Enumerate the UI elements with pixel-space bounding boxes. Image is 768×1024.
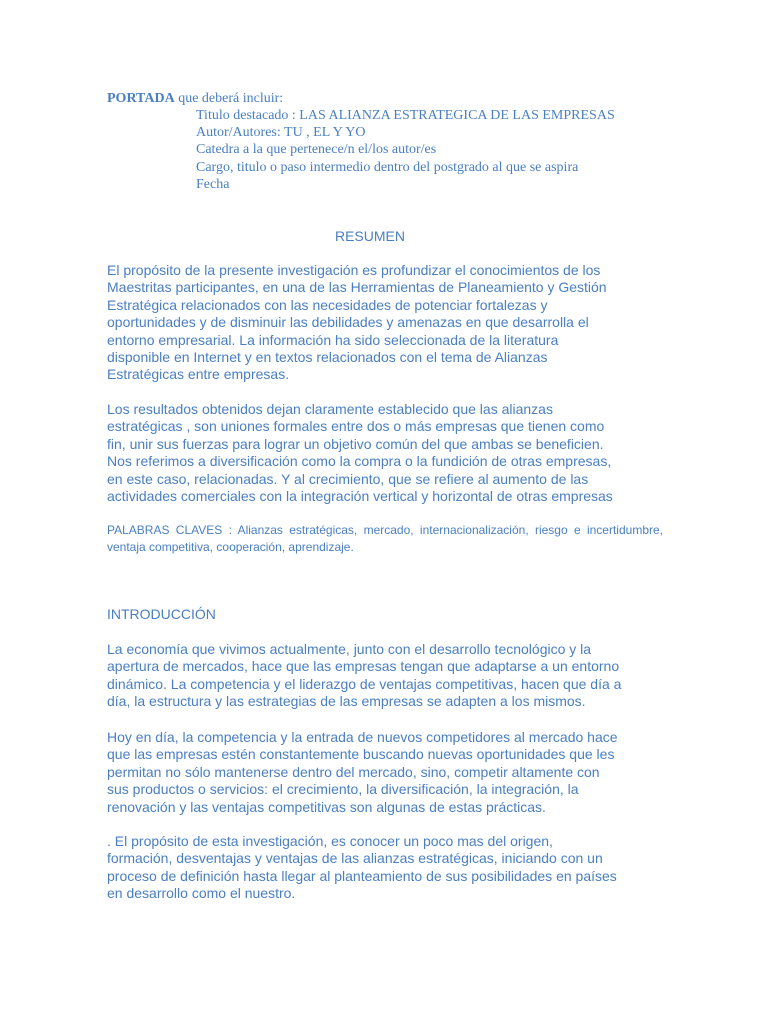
portada-item-autores: Autor/Autores: TU , EL Y YO — [196, 125, 366, 141]
text-line: en desarrollo como el nuestro. — [107, 885, 296, 902]
portada-item-catedra: Catedra a la que pertenece/n el/los autor/es — [196, 142, 437, 158]
text-line: permitan no sólo mantenerse dentro del mercado, sino, competir altamente con — [107, 763, 600, 780]
introduccion-paragraph-2 — [107, 729, 667, 816]
portada-items-list — [196, 107, 615, 193]
text-line: formación, desventajas y ventajas de las alianzas estratégicas, iniciando con un — [107, 850, 603, 867]
text-line: renovación y las ventajas competitivas son algunas de estas prácticas. — [107, 798, 546, 815]
text-line: dinámico. La competencia y el liderazgo de ventajas competitivas, hacen que día a — [107, 675, 622, 692]
text-line: . El propósito de esta investigación, es conocer un poco mas del origen, — [107, 833, 553, 849]
text-line: El propósito de la presente investigación es profundizar el conocimientos de los — [107, 262, 601, 278]
text-line: día, la estructura y las estrategias de las empresas se adapten a los mismos. — [107, 693, 586, 710]
portada-lead: que deberá incluir: — [174, 91, 284, 106]
text-line: proceso de definición hasta llegar al planteamiento de sus posibilidades en países — [107, 867, 617, 884]
resumen-title: RESUMEN — [334, 228, 405, 244]
text-line: Estratégicas entre empresas. — [107, 366, 290, 383]
portada-heading — [107, 90, 283, 107]
resumen-paragraph-2 — [107, 401, 667, 505]
text-line: disponible en Internet y en textos relacionados con el tema de Alianzas — [107, 349, 548, 366]
text-line: La economía que vivimos actualmente, junto con el desarrollo tecnológico y la — [107, 641, 592, 657]
text-line: estratégicas , son uniones formales entre dos o más empresas que tienen como — [107, 418, 605, 435]
introduccion-paragraph-1 — [107, 641, 667, 711]
text-line: Los resultados obtenidos dejan claramente establecido que las alianzas — [107, 401, 553, 417]
portada-label: PORTADA — [107, 91, 175, 106]
text-line: Maestritas participantes, en una de las Herramientas de Planeamiento y Gestión — [107, 279, 607, 296]
text-line: Nos referimos a diversificación como la compra o la fundición de otras empresas, — [107, 453, 612, 470]
text-line: oportunidades y de disminuir las debilidades y amenazas en que desarrolla el — [107, 314, 589, 331]
resumen-paragraph-1 — [107, 262, 667, 384]
portada-item-cargo: Cargo, titulo o paso intermedio dentro del postgrado al que se aspira — [196, 159, 579, 175]
introduccion-title: INTRODUCCIÓN — [107, 606, 216, 622]
text-line: que las empresas estén constantemente buscando nuevas oportunidades que les — [107, 746, 615, 763]
text-line: apertura de mercados, hace que las empresas tengan que adaptarse a un entorno — [107, 658, 620, 675]
text-line: en este caso, relacionadas. Y al crecimiento, que se refiere al aumento de las — [107, 470, 589, 487]
introduccion-paragraph-3 — [107, 833, 667, 903]
text-line: entorno empresarial. La información ha sido seleccionada de la literatura — [107, 331, 559, 348]
text-line: actividades comerciales con la integración vertical y horizontal de otras empresas — [107, 488, 613, 505]
text-line: fin, unir sus fuerzas para lograr un objetivo común del que ambas se beneficien. — [107, 435, 604, 452]
keywords-paragraph: PALABRAS CLAVES : Alianzas estratégicas, mercado, internacionalización, riesgo e incertidumbre, ventaja competitiva, cooperación, aprendizaje. — [107, 523, 663, 554]
text-line: Hoy en día, la competencia y la entrada de nuevos competidores al mercado hace — [107, 729, 618, 745]
portada-item-fecha: Fecha — [196, 176, 230, 192]
text-line: Estratégica relacionados con las necesidades de potenciar fortalezas y — [107, 296, 548, 313]
portada-item-titulo: Titulo destacado : LAS ALIANZA ESTRATEGICA DE LAS EMPRESAS — [196, 108, 615, 123]
text-line: sus productos o servicios: el crecimiento, la diversificación, la integración, la — [107, 781, 579, 798]
